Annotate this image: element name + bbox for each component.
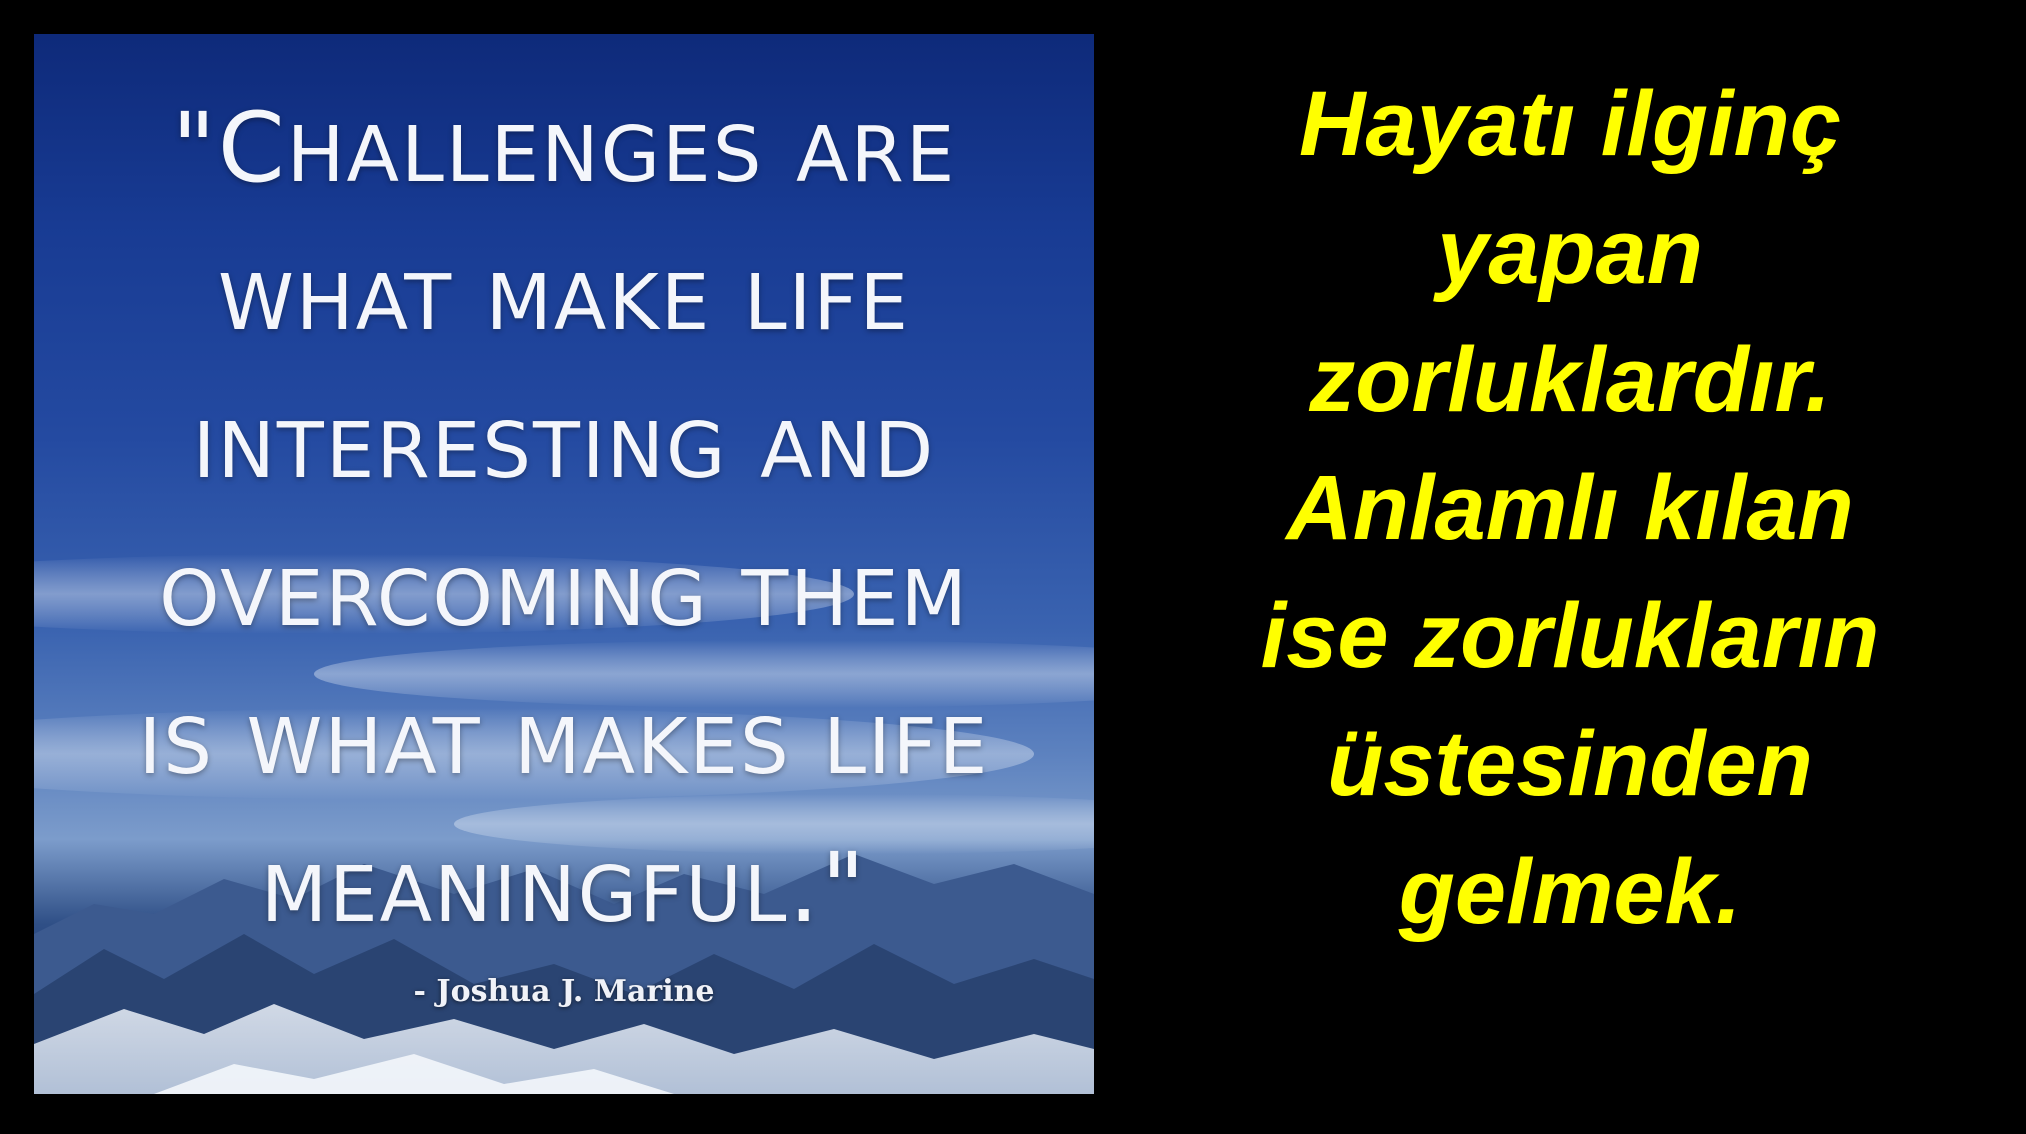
translation-line: zorluklardır. — [1309, 329, 1831, 431]
quote-text — [34, 74, 1094, 962]
quote-line: "CHALLENGES ARE — [171, 92, 957, 204]
turkish-translation — [1140, 60, 2000, 956]
translation-line: Anlamlı kılan — [1286, 457, 1854, 559]
translation-line: üstesinden — [1327, 713, 1813, 815]
quote-line: WHAT MAKE LIFE — [217, 259, 911, 348]
quote-line: MEANINGFUL." — [260, 832, 868, 944]
quote-image — [34, 34, 1094, 1094]
translation-line: yapan — [1437, 201, 1703, 303]
quote-line: INTERESTING AND — [192, 407, 936, 496]
quote-attribution: - Joshua J. Marine — [413, 974, 715, 1009]
translation-line: ise zorlukların — [1260, 585, 1880, 687]
translation-line: gelmek. — [1398, 841, 1742, 943]
quote-line: IS WHAT MAKES LIFE — [138, 703, 990, 792]
quote-line: OVERCOMING THEM — [159, 555, 969, 644]
translation-line: Hayatı ilginç — [1299, 73, 1841, 175]
